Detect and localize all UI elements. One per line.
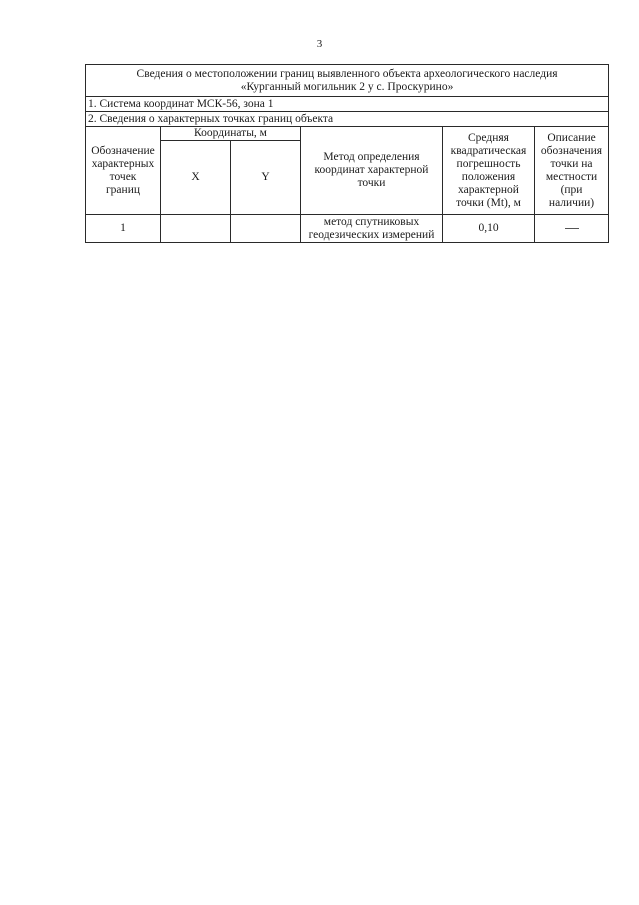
header-error: Средняя квадратическая погрешность положения характерной точки (Mt), м	[443, 127, 535, 215]
points-section-label: 2. Сведения о характерных точках границ объекта	[86, 112, 609, 127]
header-description: Описание обозначения точки на местности (при наличии)	[535, 127, 609, 215]
boundary-table	[85, 64, 609, 243]
table-title-row	[86, 65, 609, 97]
table-title	[86, 65, 609, 97]
table-title-line2: «Курганный могильник 2 у с. Проскурино»	[240, 80, 454, 93]
section2-row	[86, 112, 609, 127]
header-point-designation: Обозначение характерных точек границ	[86, 127, 161, 215]
header-y: Y	[231, 141, 301, 215]
header-coordinates: Координаты, м	[161, 127, 301, 141]
cell-method: метод спутниковых геодезических измерений	[301, 215, 443, 243]
section1-row	[86, 97, 609, 112]
cell-y	[231, 215, 301, 243]
cell-error: 0,10	[443, 215, 535, 243]
cell-point: 1	[86, 215, 161, 243]
dash-icon	[565, 228, 579, 229]
cell-description	[535, 215, 609, 243]
coordinate-system-label: 1. Система координат МСК-56, зона 1	[86, 97, 609, 112]
table-row	[86, 215, 609, 243]
cell-x	[161, 215, 231, 243]
header-x: X	[161, 141, 231, 215]
table-title-line1: Сведения о местоположении границ выявленного объекта археологического наследия	[136, 67, 558, 80]
header-row-1	[86, 127, 609, 141]
header-method: Метод определения координат характерной точки	[301, 127, 443, 215]
page-number: 3	[316, 38, 323, 50]
